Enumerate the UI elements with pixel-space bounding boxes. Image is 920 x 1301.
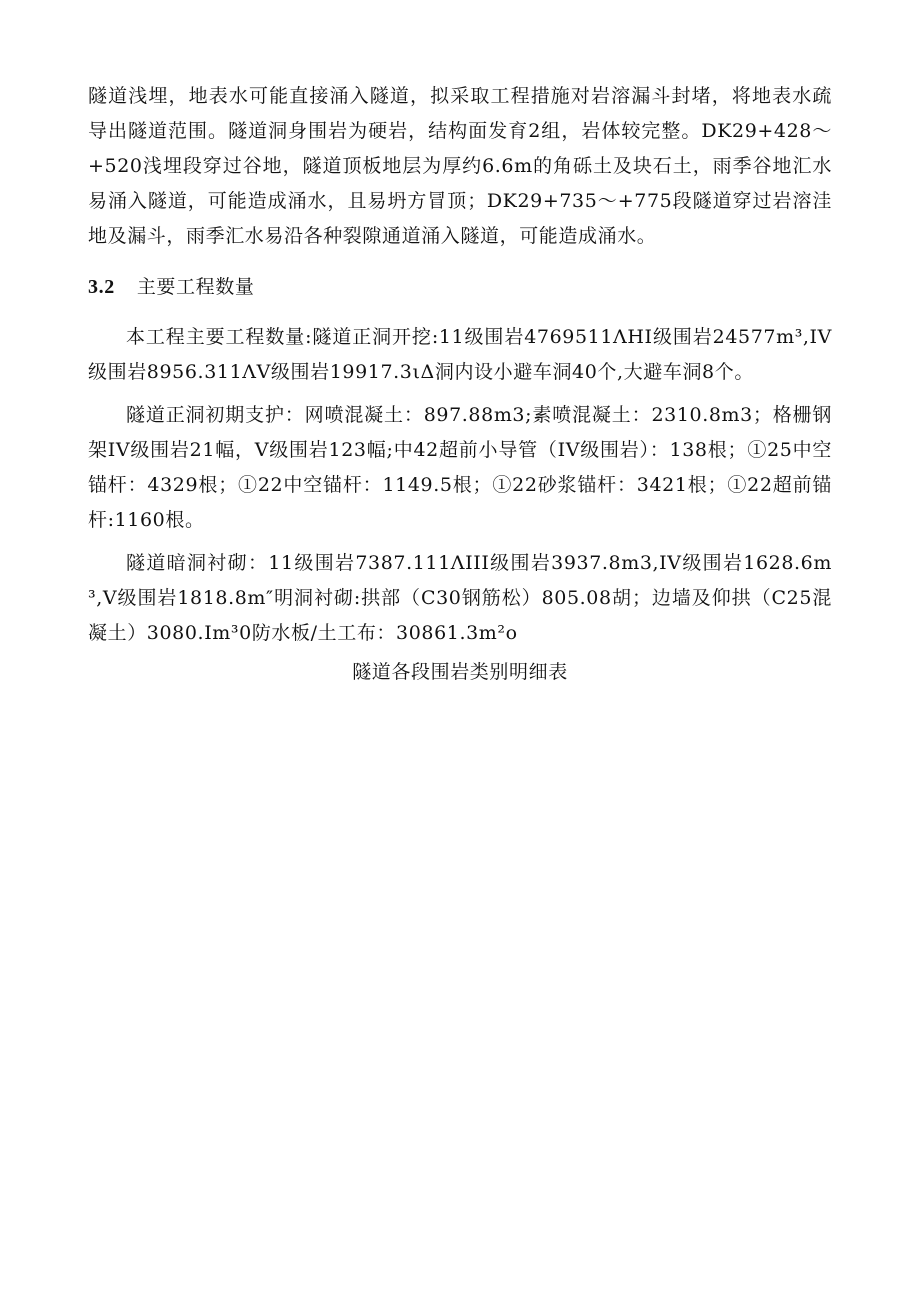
quantities-paragraph: 本工程主要工程数量:隧道正洞开挖:11级围岩4769511ΛHI级围岩24577m³,IV级围岩8956.311ΛV级围岩19917.3ιΔ洞内设小避车洞40个,大避车洞8个。 [88,326,832,383]
lining-paragraph: 隧道暗洞衬砌：11级围岩7387.111ΛIII级围岩3937.8m3,IV级围岩1628.6m³,V级围岩1818.8m″明洞衬砌:拱部（C30钢筋松）805.08胡；边墙及仰拱（C25混凝土）3080.Im³0防水板/土工布：30861.3m²o [88,552,832,644]
section-heading [88,272,832,302]
initial-support-paragraph: 隧道正洞初期支护：网喷混凝土：897.88m3;素喷混凝土：2310.8m3；格栅钢架IV级围岩21幅，V级围岩123幅;中42超前小导管（IV级围岩）：138根；①25中空锚杆：4329根；①22中空锚杆：1149.5根；①22砂浆锚杆：3421根；①22超前锚杆:1160根。 [88,404,832,531]
body-paragraph-top: 隧道浅埋，地表水可能直接涌入隧道，拟采取工程措施对岩溶漏斗封堵，将地表水疏导出隧道范围。隧道洞身围岩为硬岩，结构面发育2组，岩体较完整。DK29+428～+520浅埋段穿过谷地，隧道顶板地层为厚约6.6m的角砾土及块石土，雨季谷地汇水易涌入隧道，可能造成涌水，且易坍方冒顶；DK29+735～+775段隧道穿过岩溶洼地及漏斗，雨季汇水易沿各种裂隙通道涌入隧道，可能造成涌水。 [88,85,832,247]
table-caption: 隧道各段围岩类别明细表 [352,661,568,683]
section-title: 主要工程数量 [136,276,255,298]
paragraph-gap [88,390,832,398]
section-number: 3.2 [88,276,115,298]
paragraph-gap [88,538,832,546]
